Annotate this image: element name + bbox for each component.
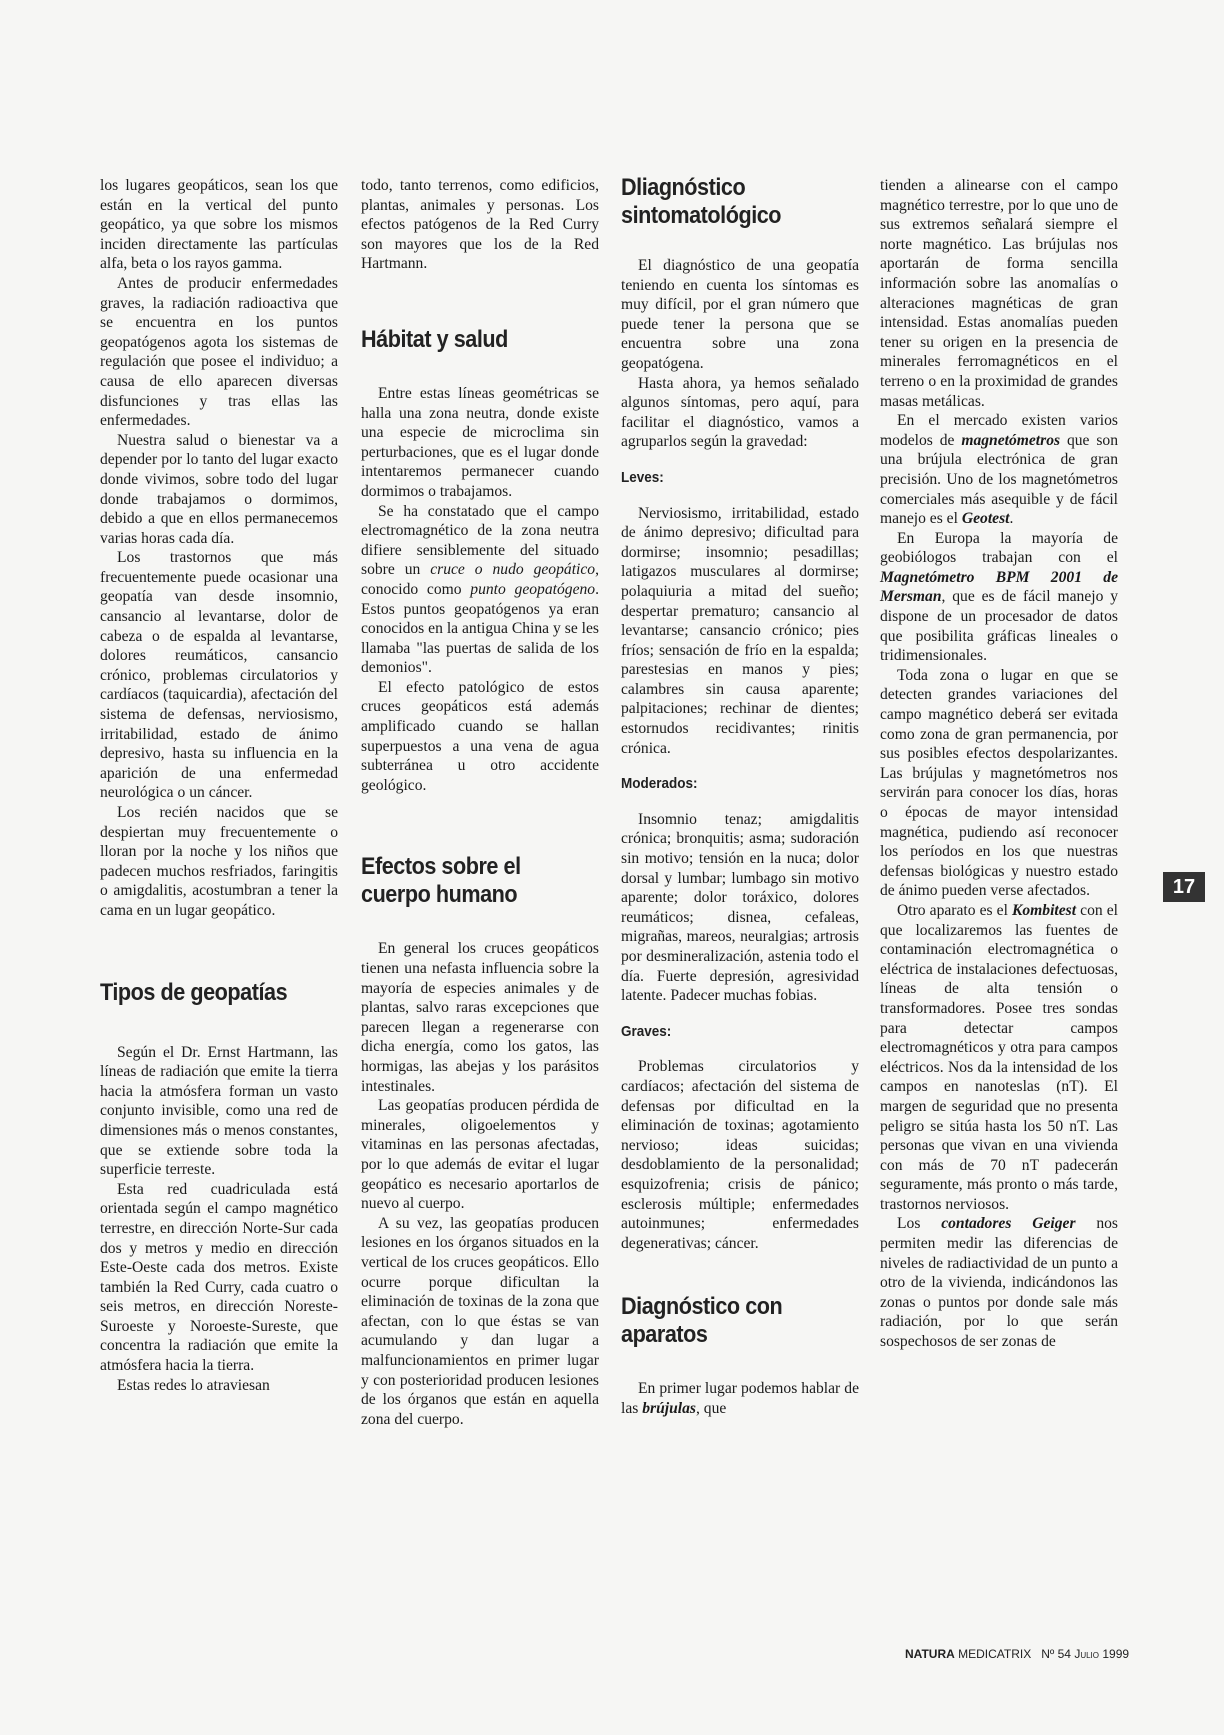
text-run: En primer lugar podemos hablar de las (621, 1380, 859, 1417)
paragraph: Esta red cuadriculada está orientada según el campo magnético terrestre, en dirección Norte-Sur cada dos y metros y medio en dirección Este-Oeste cada dos metros. Existe también la Red Curry, cada cuatro o seis metros, en dirección Noreste-Suroeste y Noroeste-Sureste, que concentra la radiación que emite la atmósfera hacia la tierra. (100, 1180, 338, 1375)
issue-year: 1999 (1102, 1647, 1130, 1661)
paragraph (880, 529, 1118, 666)
paragraph: Estas redes lo atraviesan (117, 1376, 270, 1394)
text-run: En Europa la mayoría de geobiólogos trabajan con el (880, 529, 1118, 567)
highlight-term: Magnetómetro BPM 2001 de Mersman (880, 568, 1118, 606)
paragraph: Nerviosismo, irritabilidad, estado de ánimo depresivo; dificultad para dormirse; insomnio; pesadillas; latigazos musculares al dormirse; polaquiuria a mitad del sueño; despertar prematuro; cansancio al levantarse; cansancio crónico; pies fríos; sensación de frío en la espalda; parestesias en manos y pies; calambres sin causa aparente; palpitaciones; rechinar de dientes; estornudos recidivantes; rinitis crónica. (621, 504, 859, 757)
paragraph: Nuestra salud o bienestar va a depender por lo tanto del lugar exacto donde vivimos, sobre todo del lugar donde trabajamos o dormimos, debido a que en ellos permanecemos varias horas cada día. (100, 431, 338, 547)
paragraph: Insomnio tenaz; amigdalitis crónica; bronquitis; asma; sudoración sin motivo; tensión en la nuca; dolor dorsal y lumbar; lumbago sin motivo aparente; dolor toráxico, dolores reumáticos; disnea, cefaleas, migrañas, mareos, neuralgias; artrosis por desmineralización, astenia todo el día. Fuerte depresión, agresividad latente. Padecer muchas fobias. (621, 810, 859, 1005)
section-heading-tipos: Tipos de geopatías (100, 978, 288, 1006)
text-run: , que es de fácil manejo y dispone de un procesador de datos que posibilita gráficas lineales o tridimensionales. (880, 588, 1118, 665)
highlight-term: Geotest (961, 510, 1010, 528)
paragraph: Toda zona o lugar en que se detecten grandes variaciones del campo magnético deberá ser evitada como zona de gran permanencia, por sus posibles efectos despolarizantes. Las brújulas y magnetómetros nos servirán para conocer los días, horas o épocas de mayor intensidad magnética, pudiendo así reconocer los períodos en los que nuestras defensas biológicas y nuestro estado de ánimo pueden verse afectados. (880, 666, 1118, 900)
column-1 (100, 176, 338, 1395)
issue-month: Julio (1074, 1647, 1099, 1661)
paragraph: En general los cruces geopáticos tienen una nefasta influencia sobre la mayoría de especies animales y de plantas, salvo raras excepciones que parecen llegan a regenerarse con dicha energía, como los gatos, las hormigas, las abejas y los parásitos intestinales. (361, 940, 599, 1095)
text-run: que son una brújula electrónica de gran precisión. Uno de los magnetómetros comerciales más asequible y de fácil manejo es el (880, 431, 1118, 528)
magazine-name-bold: NATURA (905, 1647, 955, 1661)
paragraph: Antes de producir enfermedades graves, la radiación radioactiva que se encuentra en los puntos geopatógenos agota los sistemas de regulación que posee el individuo; a causa de ello aparecen diversas disfunciones y tras ellas las enfermedades. (100, 274, 338, 430)
italic-term: cruce o nudo geopático (430, 561, 596, 579)
paragraph: Los recién nacidos que se despiertan muy frecuentemente o lloran por la noche y los niños que padecen muchos resfriados, faringitis o amigdalitis, acostumbran a tener la cama en un lugar geopático. (100, 804, 338, 919)
paragraph (880, 1214, 1118, 1351)
text-run: . Estos puntos geopatógenos ya eran conocidos en la antigua China y se les llamaba "las puertas de salida de los demonios". (361, 580, 599, 677)
paragraph: Las geopatías producen pérdida de minerales, oligoelementos y vitaminas en las personas afectadas, por lo que además de evitar el lugar geopático es necesario aportarlos de nuevo al cuerpo. (361, 1097, 599, 1213)
page-footer (905, 1647, 1129, 1661)
text-run: Se ha constatado que el campo electromagnético de la zona neutra difiere sensiblemente del situado sobre un (361, 502, 599, 579)
issue-number: Nº 54 (1041, 1647, 1071, 1661)
text-run: Otro aparato es el (897, 901, 1012, 919)
magazine-name-rest: MEDICATRIX (954, 1647, 1032, 1661)
paragraph: los lugares geopáticos, sean los que están en la vertical del punto geopático, ya que sobre los mismos inciden directamente las partículas alfa, beta o los rayos gamma. (100, 177, 338, 273)
paragraph: Problemas circulatorios y cardíacos; afectación del sistema de defensas por dificultad en la eliminación de toxinas; agotamiento nervioso; ideas suicidas; desdoblamiento de la personalidad; esquizofrenia; crisis de pánico; esclerosis múltiple; enfermedades autoinmunes; enfermedades degenerativas; cáncer. (621, 1058, 859, 1252)
paragraph (361, 502, 599, 678)
subheading-leves: Leves: (621, 468, 664, 486)
column-2 (361, 176, 599, 1429)
paragraph (621, 1379, 859, 1418)
column-3 (621, 176, 859, 1419)
text-run: En el mercado existen varios modelos de (880, 412, 1118, 449)
subheading-graves: Graves: (621, 1022, 672, 1040)
paragraph: El diagnóstico de una geopatía teniendo en cuenta los síntomas es muy difícil, por el gran número que puede tener la persona que se encuentra sobre una zona geopatógena. (621, 257, 859, 372)
text-run: con el que localizaremos las fuentes de contaminación electromagnética o eléctrica de instalaciones defectuosas, líneas de alta tensión o transformadores. Posee tres sondas para detectar campos electromagnéticos y otra para campos eléctricos. Nos da la intensidad de los campos en nanoteslas (nT). El margen de seguridad que no presenta peligro se sitúa hasta los 50 nT. Las personas que vivan en una vivienda con más de 70 nT padecerán seguramente, más pronto o más tarde, trastornos nerviosos. (880, 901, 1118, 1213)
paragraph: Hasta ahora, ya hemos señalado algunos síntomas, pero aquí, para facilitar el diagnóstico, vamos a agruparlos según la gravedad: (621, 374, 859, 451)
paragraph: Según el Dr. Ernst Hartmann, las líneas de radiación que emite la tierra hacia la atmósfera forman un vasto conjunto invisible, como una red de dimensiones más o menos constantes, que se extiende sobre toda la superficie terreste. (100, 1043, 338, 1179)
text-run: Los (897, 1215, 942, 1233)
highlight-term: brújulas (642, 1399, 696, 1417)
column-4 (880, 176, 1118, 1352)
paragraph: A su vez, las geopatías producen lesiones en los órganos situados en la vertical de los cruces geopáticos. Ello ocurre porque dificultan la eliminación de toxinas de la zona que afectan, con lo que éstas se van acumulando y dan lugar a malfuncionamientos en primer lugar y con posterioridad producen lesiones de los órganos que están en aquella zona del cuerpo. (361, 1214, 599, 1428)
paragraph (880, 901, 1118, 1215)
paragraph: Entre estas líneas geométricas se halla una zona neutra, donde existe una especie de microclima sin perturbaciones, que es el lugar donde intentaremos permanecer cuando dormimos o trabajamos. (361, 384, 599, 500)
text-run: . (1009, 510, 1014, 528)
section-heading-habitat: Hábitat y salud (361, 325, 508, 353)
paragraph (880, 411, 1118, 529)
section-heading-aparatos: Diagnóstico con aparatos (621, 1293, 783, 1349)
paragraph: tienden a alinearse con el campo magnético terrestre, por lo que uno de sus extremos señalará siempre el norte magnético. Las brújulas nos aportarán de forma sencilla información sobre las anomalías o alteraciones magnéticas de gran intensidad. Estas anomalías pueden tener su origen en la presencia de minerales ferromagnéticos en el terreno o en la proximidad de grandes masas metálicas. (880, 177, 1118, 410)
italic-term: punto geopatógeno (470, 580, 596, 598)
section-heading-diagnostico: Dliagnóstico sintomatológico (621, 174, 782, 229)
paragraph: El efecto patológico de estos cruces geopáticos está además amplificado cuando se hallan superpuestos a una vena de agua subterránea u otro accidente geológico. (361, 678, 599, 794)
paragraph: todo, tanto terrenos, como edificios, plantas, animales y personas. Los efectos patógenos de la Red Curry son mayores que los de la Red Hartmann. (361, 177, 599, 273)
highlight-term: magnetómetros (961, 431, 1061, 449)
text-run: , que (695, 1399, 727, 1417)
subheading-moderados: Moderados: (621, 775, 698, 793)
text-run: , conocido como (361, 561, 599, 598)
paragraph: Los trastornos que más frecuentemente puede ocasionar una geopatía van desde insomnio, cansancio al levantarse, dolor de cabeza o de espalda al levantarse, dolores reumáticos, cansancio crónico, problemas circulatorios y cardíacos (taquicardia), afectación del sistema de defensas, nerviosismo, irritabilidad, estado de ánimo depresivo, hasta su influencia en la aparición de una enfermedad neurológica o un cáncer. (100, 549, 338, 802)
page-number-badge: 17 (1163, 872, 1205, 902)
section-heading-efectos: Efectos sobre el cuerpo humano (361, 853, 521, 909)
highlight-term: contadores Geiger (941, 1215, 1076, 1233)
highlight-term: Kombitest (1011, 901, 1077, 919)
text-run: nos permiten medir las diferencias de niveles de radiactividad de un punto a otro de la vivienda, indicándonos las zonas o puntos por donde sale más radiación, por lo que serán sospechosos de ser zonas de (880, 1215, 1118, 1351)
